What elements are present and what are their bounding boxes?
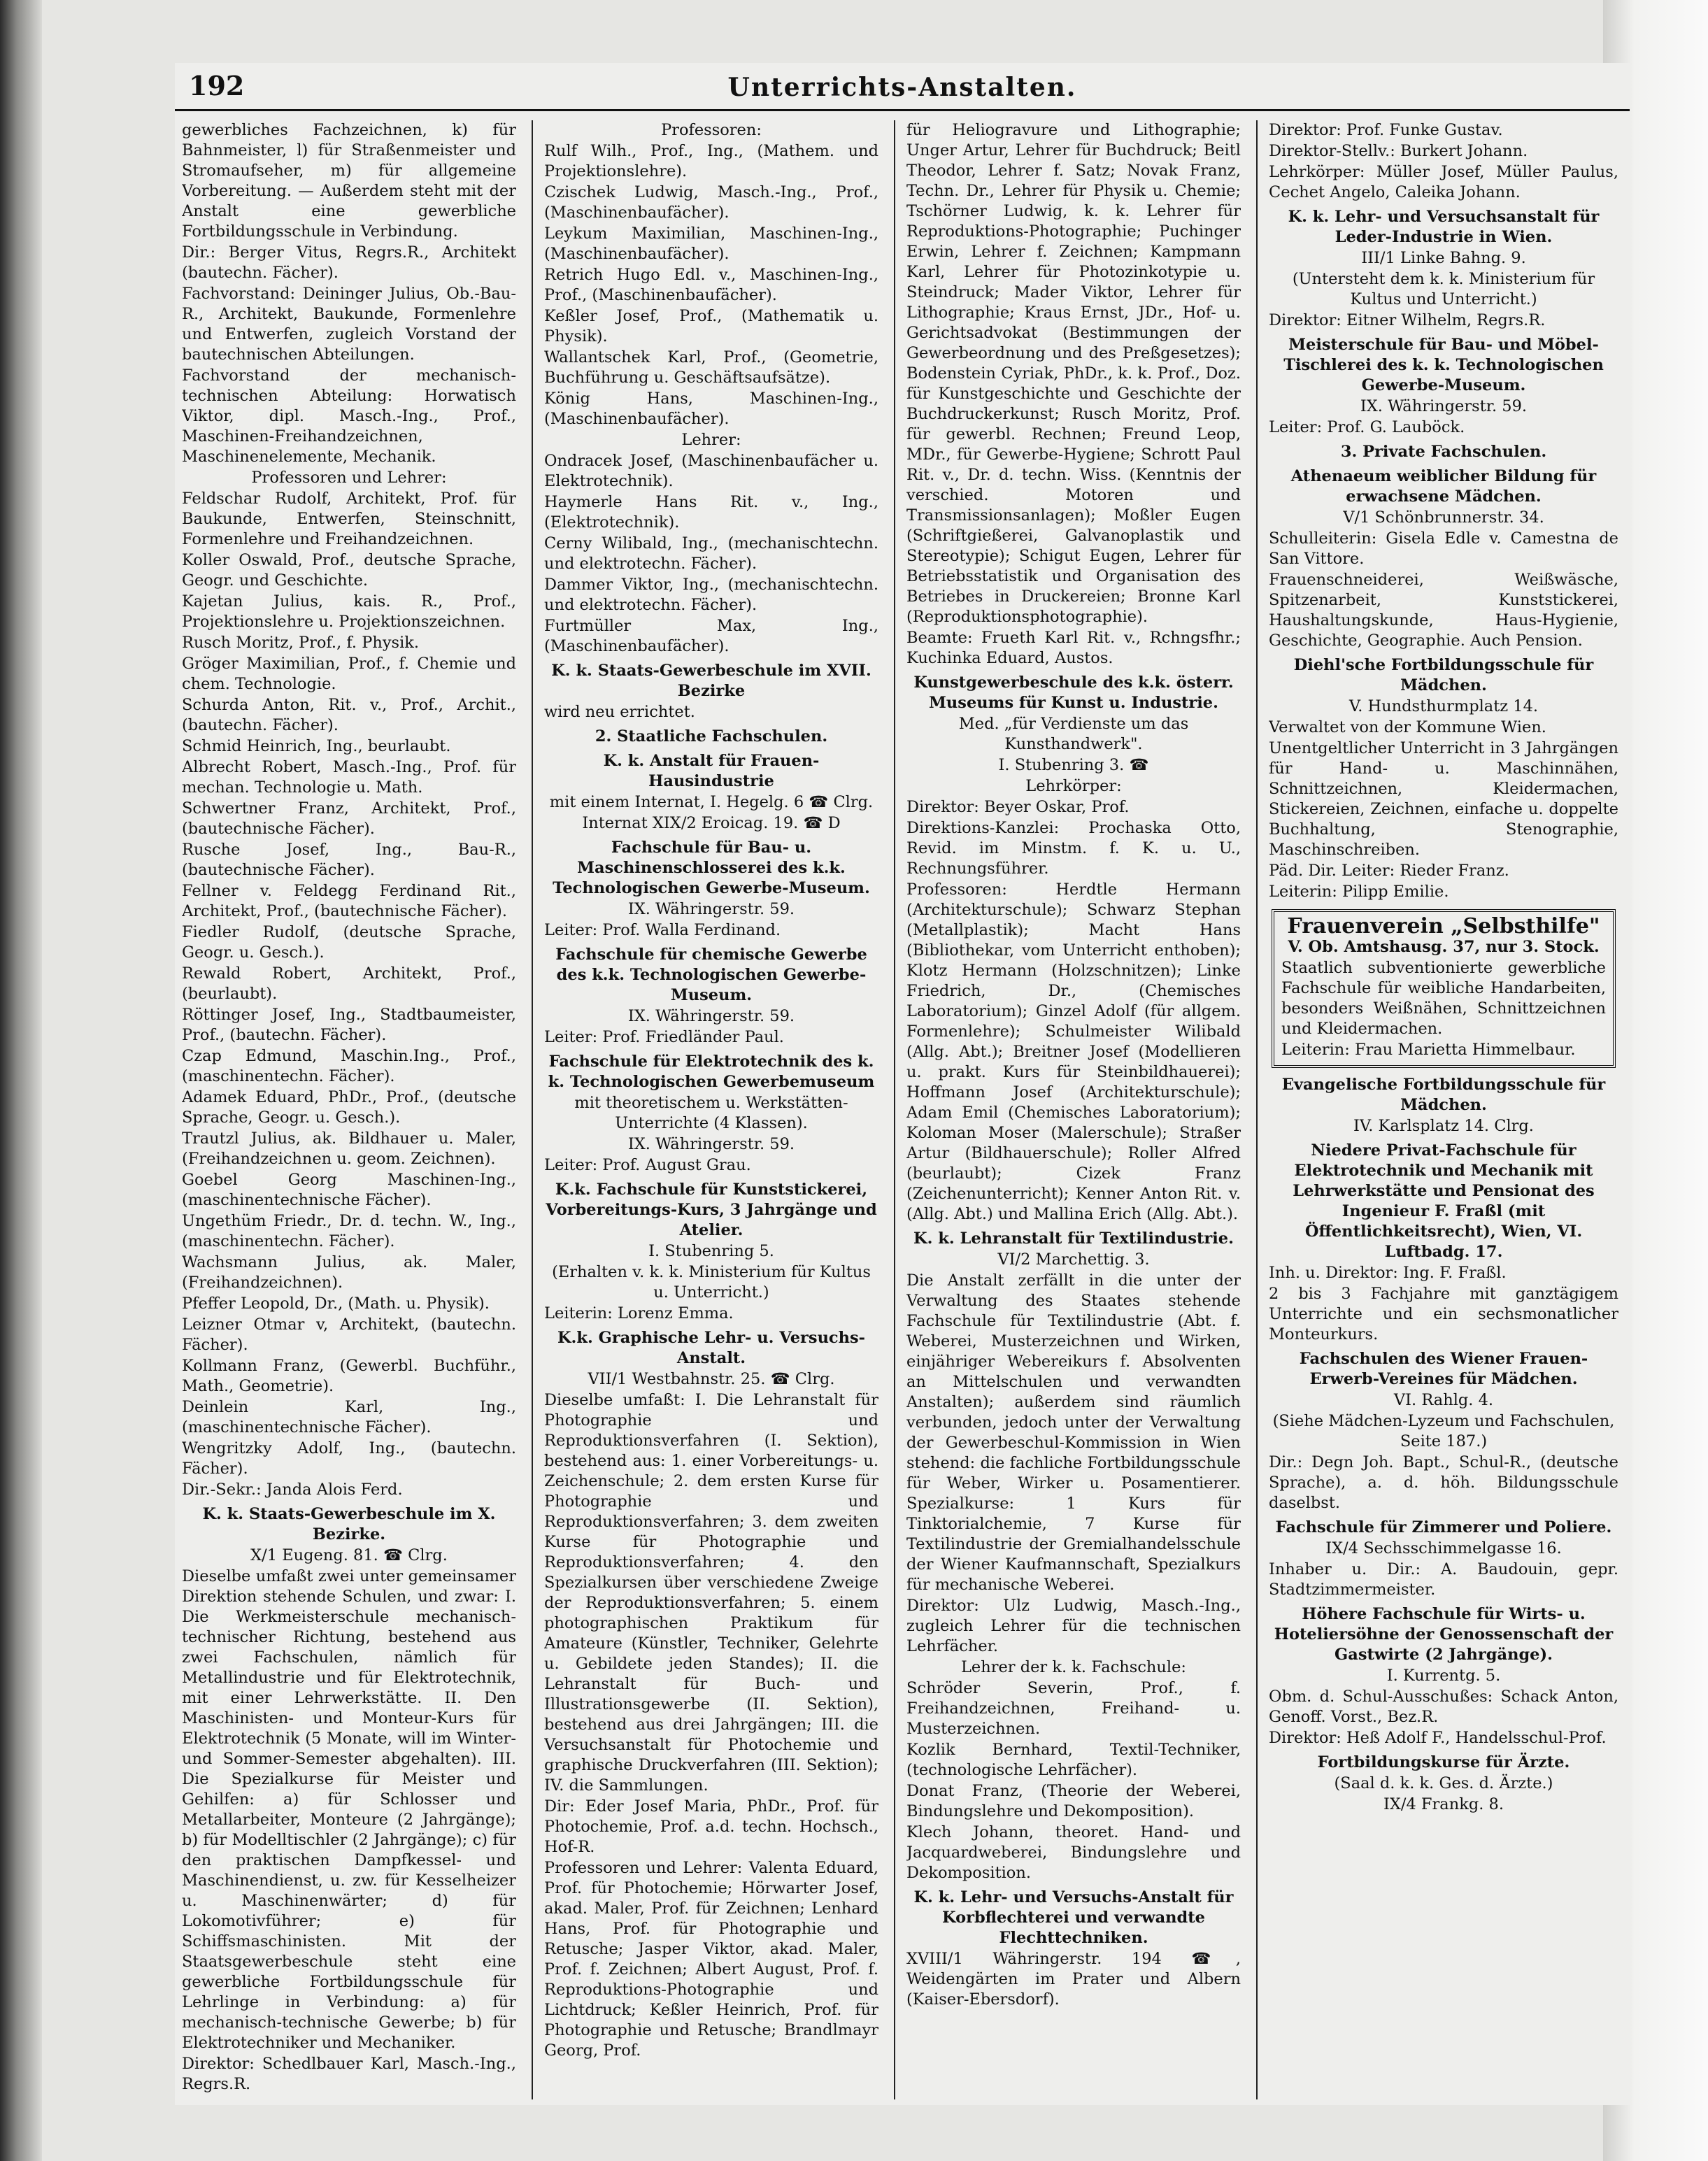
entry-paragraph: I. Stubenring 5.: [648, 1242, 774, 1260]
entry-paragraph: mit theoretischem u. Werkstätten-Unterrichte (4 Klassen).: [574, 1094, 848, 1132]
ad-address: V. Ob. Amtshausg. 37, nur 3. Stock.: [1288, 938, 1600, 956]
entry-paragraph: Dir.: Degn Joh. Bapt., Schul-R., (deutsche Sprache), a. d. höh. Bildungsschule daselbst.: [1269, 1453, 1618, 1512]
page-number: 192: [189, 70, 245, 101]
entry-paragraph: Röttinger Josef, Ing., Stadtbaumeister, Prof., (bautechn. Fächer).: [182, 1006, 516, 1044]
entry-paragraph: Leiter: Prof. August Grau.: [544, 1156, 751, 1174]
ad-title: Frauenverein „Selbsthilfe": [1287, 914, 1600, 939]
entry-paragraph: König Hans, Maschinen-Ing., (Maschinenbaufächer).: [544, 390, 878, 428]
entry-paragraph: Direktor: Prof. Funke Gustav.: [1269, 121, 1503, 139]
entry-paragraph: VI. Rahlg. 4.: [1393, 1391, 1494, 1409]
ad-footer: Leiterin: Frau Marietta Himmelbaur.: [1281, 1041, 1576, 1059]
entry-paragraph: Fiedler Rudolf, (deutsche Sprache, Geogr. u. Gesch.).: [182, 923, 516, 962]
entry-paragraph: Schurda Anton, Rit. v., Prof., Archit., (bautechn. Fächer).: [182, 696, 516, 734]
entry-paragraph: Trautzl Julius, ak. Bildhauer u. Maler, (Freihandzeichnen u. geom. Zeichnen).: [182, 1129, 516, 1168]
section-heading: Fachschule für Elektrotechnik des k. k. Technologischen Gewerbemuseum: [548, 1053, 875, 1091]
entry-paragraph: Leiter: Prof. Friedländer Paul.: [544, 1028, 784, 1046]
entry-paragraph: Unentgeltlicher Unterricht in 3 Jahrgängen für Hand- u. Maschinnähen, Schnittzeichnen, Kleidermachen, Stickereien, Zeichnen, einfache u. doppelte Buchhaltung, Stenographie, Maschinschreiben.: [1269, 739, 1618, 859]
entry-paragraph: Dir: Eder Josef Maria, PhDr., Prof. für Photochemie, Prof. a.d. techn. Hochsch., Hof-R.: [544, 1797, 878, 1856]
entry-paragraph: IX. Währingerstr. 59.: [627, 1007, 795, 1025]
entry-paragraph: Direktor: Eitner Wilhelm, Regrs.R.: [1269, 311, 1546, 329]
entry-paragraph: XVIII/1 Währingerstr. 194 ☎, Weidengärten im Prater und Albern (Kaiser-Ebersdorf).: [906, 1950, 1241, 2009]
entry-paragraph: Fellner v. Feldegg Ferdinand Rit., Architekt, Prof., (bautechnische Fächer).: [182, 882, 516, 920]
entry-paragraph: Wachsmann Julius, ak. Maler, (Freihandzeichnen).: [182, 1253, 516, 1292]
entry-paragraph: Frauenschneiderei, Weißwäsche, Spitzenarbeit, Kunststickerei, Haushaltungskunde, Haus-Hygienie, Geschichte, Geographie. Auch Pension.: [1269, 571, 1618, 650]
entry-paragraph: Wengritzky Adolf, Ing., (bautechn. Fächer).: [182, 1439, 516, 1478]
section-heading: K.k. Fachschule für Kunststickerei, Vorbereitungs-Kurs, 3 Jahrgänge und Atelier.: [546, 1181, 877, 1239]
entry-paragraph: Klech Johann, theoret. Hand- und Jacquardweberei, Bindungslehre und Dekomposition.: [906, 1823, 1241, 1882]
entry-paragraph: Lehrkörper:: [1025, 777, 1122, 795]
entry-paragraph: Verwaltet von der Kommune Wien.: [1269, 718, 1546, 736]
entry-paragraph: Beamte: Frueth Karl Rit. v., Rchngsfhr.; Kuchinka Eduard, Austos.: [906, 629, 1241, 667]
entry-paragraph: IX. Währingerstr. 59.: [1360, 397, 1528, 415]
entry-paragraph: wird neu errichtet.: [544, 703, 695, 721]
entry-paragraph: Schwertner Franz, Architekt, Prof., (bautechnische Fächer).: [182, 799, 516, 838]
entry-paragraph: IX/4 Sechsschimmelgasse 16.: [1325, 1539, 1562, 1557]
entry-paragraph: Fachvorstand der mechanisch-technischen Abteilung: Horwatisch Viktor, dipl. Masch.-Ing., Prof., Maschinen-Freihandzeichnen, Maschinenelemente, Mechanik.: [182, 366, 516, 466]
section-heading: Niedere Privat-Fachschule für Elektrotechnik und Mechanik mit Lehrwerkstätte und Pensionat des Ingenieur F. Fraßl (mit Öffentlichkeitsrecht), Wien, VI. Luftbadg. 17.: [1293, 1141, 1595, 1261]
entry-paragraph: Obm. d. Schul-Ausschußes: Schack Anton, Genoff. Vorst., Bez.R.: [1269, 1688, 1618, 1726]
entry-paragraph: Professoren und Lehrer:: [251, 469, 447, 487]
entry-paragraph: Direktor: Heß Adolf F., Handelsschul-Prof.: [1269, 1729, 1607, 1747]
entry-paragraph: Retrich Hugo Edl. v., Maschinen-Ing., Prof., (Maschinenbaufächer).: [544, 266, 878, 304]
text-column-1: [182, 120, 516, 2106]
section-heading: K. k. Lehr- und Versuchs-Anstalt für Korbflechterei und verwandte Flechttechniken.: [913, 1888, 1234, 1947]
entry-paragraph: Direktor-Stellv.: Burkert Johann.: [1269, 142, 1528, 160]
section-heading: Fachschule für chemische Gewerbe des k.k. Technologischen Gewerbe-Museum.: [555, 946, 867, 1004]
entry-paragraph: Direktions-Kanzlei: Prochaska Otto, Revid. im Minstm. f. K. u. U., Rechnungsführer.: [906, 819, 1241, 878]
section-heading: Diehl'sche Fortbildungsschule für Mädchen.: [1293, 656, 1594, 694]
entry-paragraph: Lehrer der k. k. Fachschule:: [960, 1658, 1187, 1676]
entry-paragraph: Direktor: Beyer Oskar, Prof.: [906, 798, 1130, 816]
section-heading: 3. Private Fachschulen.: [1340, 443, 1547, 461]
entry-paragraph: Feldschar Rudolf, Architekt, Prof. für Baukunde, Entwerfen, Steinschnitt, Formenlehre und Freihandzeichnen.: [182, 490, 516, 548]
entry-paragraph: Inhaber u. Dir.: A. Baudouin, gepr. Stadtzimmermeister.: [1269, 1560, 1618, 1599]
entry-paragraph: Rusch Moritz, Prof., f. Physik.: [182, 634, 420, 652]
section-heading: Meisterschule für Bau- und Möbel-Tischlerei des k. k. Technologischen Gewerbe-Museum.: [1283, 336, 1604, 394]
entry-paragraph: Leizner Otmar v, Architekt, (bautechn. Fächer).: [182, 1315, 516, 1354]
entry-paragraph: I. Stubenring 3. ☎: [998, 756, 1149, 774]
section-heading: K. k. Staats-Gewerbeschule im XVII. Bezirke: [551, 662, 871, 700]
section-heading: Kunstgewerbeschule des k.k. österr. Museums für Kunst u. Industrie.: [913, 673, 1234, 712]
section-heading: K. k. Anstalt für Frauen-Hausindustrie: [603, 752, 820, 790]
entry-paragraph: Leykum Maximilian, Maschinen-Ing., (Maschinenbaufächer).: [544, 224, 878, 263]
entry-paragraph: Kajetan Julius, kais. R., Prof., Projektionslehre u. Projektionszeichnen.: [182, 592, 516, 631]
entry-paragraph: V. Hundsthurmplatz 14.: [1348, 697, 1539, 715]
section-heading: Fachschule für Zimmerer und Poliere.: [1275, 1518, 1612, 1536]
entry-paragraph: Professoren: Herdtle Hermann (Architekturschule); Schwarz Stephan (Metallplastik); Macht Hans (Bibliothekar, vom Unterricht enthoben); Klotz Hermann (Holzschnitzen); Linke Friedrich, Dr., (Chemisches Laboratorium); Ginzel Adolf (für allgem. Formenlehre); Schulmeister Wilibald (Allg. Abt.); Breitner Josef (Modellieren u. prakt. Kurs für Steinbildhauerei); Hoffmann Josef (Architekturschule); Adam Emil (Chemisches Laboratorium); Koloman Moser (Malerschule); Straßer Artur (Bildhauerschule); Roller Alfred (beurlaubt); Cizek Franz (Zeichenunterricht); Kenner Anton Rit. v. (Allg. Abt.) und Mallina Erich (Allg. Abt.).: [906, 880, 1241, 1223]
advertisement-box: [1272, 909, 1616, 1068]
text-column-4: [1269, 120, 1618, 2106]
entry-paragraph: Direktor: Schedlbauer Karl, Masch.-Ing., Regrs.R.: [182, 2055, 516, 2093]
entry-paragraph: Internat XIX/2 Eroicag. 19. ☎ D: [582, 814, 841, 832]
entry-paragraph: VII/1 Westbahnstr. 25. ☎ Clrg.: [588, 1370, 835, 1388]
text-column-2: [544, 120, 878, 2106]
column-divider: [1256, 120, 1258, 2099]
entry-paragraph: Gröger Maximilian, Prof., f. Chemie und chem. Technologie.: [182, 655, 516, 693]
entry-paragraph: IX. Währingerstr. 59.: [627, 900, 795, 918]
entry-paragraph: Fachvorstand: Deininger Julius, Ob.-Bau-R., Architekt, Baukunde, Formenlehre und Entwerfen, zugleich Vorstand der bautechnischen Abteilungen.: [182, 285, 516, 364]
entry-paragraph: Professoren und Lehrer: Valenta Eduard, Prof. für Photochemie; Hörwarter Josef, akad. Maler, Prof. für Zeichnen; Lenhard Hans, Prof. für Photographie und Retusche; Jasper Viktor, akad. Maler, Prof. f. Zeichnen; Albert August, Prof. f. Reproduktions-Photographie und Lichtdruck; Keßler Heinrich, Prof. für Photographie und Retusche; Brandlmayr Georg, Prof.: [544, 1859, 878, 2060]
entry-paragraph: Schulleiterin: Gisela Edle v. Camestna de San Vittore.: [1269, 529, 1618, 568]
entry-paragraph: VI/2 Marchettig. 3.: [997, 1250, 1150, 1269]
text-column-3: [906, 120, 1241, 2106]
entry-paragraph: Albrecht Robert, Masch.-Ing., Prof. für mechan. Technologie u. Math.: [182, 758, 516, 797]
entry-paragraph: Kozlik Bernhard, Textil-Techniker, (technologische Lehrfächer).: [906, 1741, 1241, 1779]
entry-paragraph: Professoren:: [661, 121, 762, 139]
entry-paragraph: Direktor: Ulz Ludwig, Masch.-Ing., zugleich Lehrer für die technischen Lehrfächer.: [906, 1597, 1241, 1655]
column-divider: [894, 120, 895, 2099]
entry-paragraph: I. Kurrentg. 5.: [1386, 1667, 1501, 1685]
entry-paragraph: Ondracek Josef, (Maschinenbaufächer u. Elektrotechnik).: [544, 452, 878, 490]
entry-paragraph: Dir.: Berger Vitus, Regrs.R., Architekt (bautechn. Fächer).: [182, 243, 516, 282]
entry-paragraph: Dir.-Sekr.: Janda Alois Ferd.: [182, 1481, 403, 1499]
entry-paragraph: Donat Franz, (Theorie der Weberei, Bindungslehre und Dekomposition).: [906, 1782, 1241, 1820]
section-heading: Athenaeum weiblicher Bildung für erwachsene Mädchen.: [1290, 467, 1597, 506]
scan-left-edge: [0, 0, 42, 2161]
entry-paragraph: Cerny Wilibald, Ing., (mechanischtechn. und elektrotechn. Fächer).: [544, 534, 878, 573]
entry-paragraph: Dieselbe umfaßt: I. Die Lehranstalt für Photographie und Reproduktionsverfahren (I. Sektion), bestehend aus: 1. einer Vorbereitungs- u. Zeichenschule; 2. dem ersten Kurse für Photographie und Reproduktionsverfahren; 3. dem zweiten Kurse für Photographie und Reproduktionsverfahren; 4. den Spezialkursen über verschiedene Zweige der Reproduktionsverfahren; 5. einem photographischen Praktikum für Amateure (Künstler, Techniker, Gelehrte u. Gebildete jeden Standes); II. die Lehranstalt für Buch- und Illustrationsgewerbe (II. Sektion), bestehend aus drei Jahrgängen; III. die Versuchsanstalt für Photochemie und graphische Druckverfahren (III. Sektion); IV. die Sammlungen.: [544, 1391, 878, 1795]
entry-paragraph: Wallantschek Karl, Prof., (Geometrie, Buchführung u. Geschäftsaufsätze).: [544, 348, 878, 387]
entry-paragraph: Kollmann Franz, (Gewerbl. Buchführ., Math., Geometrie).: [182, 1357, 516, 1395]
entry-paragraph: Die Anstalt zerfällt in die unter der Verwaltung des Staates stehende Fachschule für Textilindustrie (Abt. f. Weberei, Musterzeichnen und Wirken, einjähriger Webereikurs f. Absolventen an Mittelschulen und verwandten Anstalten); außerdem sind räumlich verbunden, jedoch unter der Verwaltung der Gewerbeschul-Kommission in Wien stehend: die fachliche Fortbildungsschule für Weber, Wirker u. Posamentierer. Spezialkurse: 1 Kurs für Tinktorialchemie, 7 Kurse für Textilindustrie der Gremialhandelsschule der Wiener Kaufmannschaft, Spezialkurs für mechanische Weberei.: [906, 1271, 1241, 1594]
entry-paragraph: Koller Oswald, Prof., deutsche Sprache, Geogr. und Geschichte.: [182, 551, 516, 590]
entry-paragraph: Schröder Severin, Prof., f. Freihandzeichnen, Freihand- u. Musterzeichnen.: [906, 1679, 1241, 1738]
entry-paragraph: Deinlein Karl, Ing., (maschinentechnische Fächer).: [182, 1398, 516, 1436]
entry-paragraph: Lehrkörper: Müller Josef, Müller Paulus, Cechet Angelo, Caleika Johann.: [1269, 163, 1618, 201]
section-heading: 2. Staatliche Fachschulen.: [595, 727, 828, 746]
entry-paragraph: Dammer Viktor, Ing., (mechanischtechn. und elektrotechn. Fächer).: [544, 576, 878, 614]
entry-paragraph: III/1 Linke Bahng. 9.: [1361, 249, 1526, 267]
entry-paragraph: X/1 Eugeng. 81. ☎ Clrg.: [250, 1546, 448, 1564]
header-rule: [175, 109, 1630, 111]
entry-paragraph: Inh. u. Direktor: Ing. F. Fraßl.: [1269, 1264, 1507, 1282]
entry-paragraph: Goebel Georg Maschinen-Ing., (maschinentechnische Fächer).: [182, 1171, 516, 1209]
entry-paragraph: 2 bis 3 Fachjahre mit ganztägigem Unterrichte und ein sechsmonatlicher Monteurkurs.: [1269, 1285, 1618, 1343]
entry-paragraph: Czischek Ludwig, Masch.-Ing., Prof., (Maschinenbaufächer).: [544, 183, 878, 222]
entry-paragraph: IX. Währingerstr. 59.: [627, 1135, 795, 1153]
section-heading: Fachschulen des Wiener Frauen-Erwerb-Vereines für Mädchen.: [1299, 1350, 1588, 1388]
entry-paragraph: mit einem Internat, I. Hegelg. 6 ☎ Clrg.: [549, 793, 874, 811]
entry-paragraph: Ungethüm Friedr., Dr. d. techn. W., Ing., (maschinentechn. Fächer).: [182, 1212, 516, 1250]
entry-paragraph: Leiter: Prof. G. Lauböck.: [1269, 418, 1465, 436]
entry-paragraph: Leiter: Prof. Walla Ferdinand.: [544, 921, 781, 939]
entry-paragraph: IV. Karlsplatz 14. Clrg.: [1353, 1117, 1534, 1135]
section-heading: Evangelische Fortbildungsschule für Mädchen.: [1281, 1076, 1606, 1114]
entry-paragraph: Rewald Robert, Architekt, Prof., (beurlaubt).: [182, 964, 516, 1003]
entry-paragraph: Pfeffer Leopold, Dr., (Math. u. Physik).: [182, 1295, 490, 1313]
entry-paragraph: gewerbliches Fachzeichnen, k) für Bahnmeister, l) für Straßenmeister und Stromaufseher, m) für allgemeine Vorbereitung. — Außerdem steht mit der Anstalt eine gewerbliche Fortbildungsschule in Verbindung.: [182, 121, 516, 241]
entry-paragraph: IX/4 Frankg. 8.: [1383, 1795, 1504, 1813]
entry-paragraph: Keßler Josef, Prof., (Mathematik u. Physik).: [544, 307, 878, 345]
entry-paragraph: (Erhalten v. k. k. Ministerium für Kultus u. Unterricht.): [552, 1263, 871, 1301]
entry-paragraph: Lehrer:: [681, 431, 741, 449]
entry-paragraph: V/1 Schönbrunnerstr. 34.: [1343, 508, 1544, 527]
section-heading: K.k. Graphische Lehr- u. Versuchs-Anstalt.: [557, 1329, 865, 1367]
entry-paragraph: Päd. Dir. Leiter: Rieder Franz.: [1269, 862, 1509, 880]
entry-paragraph: Rulf Wilh., Prof., Ing., (Mathem. und Projektionslehre).: [544, 142, 878, 180]
entry-paragraph: Adamek Eduard, PhDr., Prof., (deutsche Sprache, Geogr. u. Gesch.).: [182, 1088, 516, 1127]
entry-paragraph: Furtmüller Max, Ing., (Maschinenbaufächer).: [544, 617, 878, 655]
document-page: [175, 63, 1630, 2105]
entry-paragraph: Haymerle Hans Rit. v., Ing., (Elektrotechnik).: [544, 493, 878, 532]
entry-paragraph: Leiterin: Pilipp Emilie.: [1269, 883, 1449, 901]
entry-paragraph: Schmid Heinrich, Ing., beurlaubt.: [182, 737, 451, 755]
entry-paragraph: Dieselbe umfaßt zwei unter gemeinsamer Direktion stehende Schulen, und zwar: I. Die Werkmeisterschule mechanisch-technischer Richtung, bestehend aus zwei Fachschulen, nämlich für Metallindustrie und für Elektrotechnik, mit einer Lehrwerkstätte. II. Den Maschinisten- und Monteur-Kurs für Elektrotechnik (5 Monate, will im Winter- und Sommer-Semester abgehalten). III. Die Spezialkurse für Meister und Gehilfen: a) für Schlosser und Metallarbeiter, Monteure (2 Jahrgänge); b) für Modelltischler (2 Jahrgänge); c) für den praktischen Dampfkessel- und Maschinendienst, u. zw. für Kesselheizer u. Maschinenwärter; d) für Lokomotivführer; e) für Schiffsmaschinisten. Mit der Staatsgewerbeschule steht eine gewerbliche Fortbildungsschule für Lehrlinge in Verbindung: a) für mechanisch-technische Gewerbe; b) für Elektrotechniker und Mechaniker.: [182, 1567, 516, 2052]
column-divider: [532, 120, 533, 2099]
section-heading: K. k. Lehranstalt für Textilindustrie.: [913, 1229, 1234, 1248]
entry-paragraph: Czap Edmund, Maschin.Ing., Prof., (maschinentechn. Fächer).: [182, 1047, 516, 1085]
entry-paragraph: Med. „für Verdienste um das Kunsthandwerk".: [958, 715, 1189, 753]
ad-body: Staatlich subventionierte gewerbliche Fachschule für weibliche Handarbeiten, besonders Weißnähen, Schnittzeichnen und Kleidermachen.: [1281, 959, 1606, 1038]
section-heading: Fortbildungskurse für Ärzte.: [1317, 1753, 1570, 1771]
running-head: Unterrichts-Anstalten.: [727, 73, 1077, 102]
entry-paragraph: (Untersteht dem k. k. Ministerium für Kultus und Unterricht.): [1292, 270, 1595, 308]
entry-paragraph: Leiterin: Lorenz Emma.: [544, 1304, 734, 1322]
section-heading: Höhere Fachschule für Wirts- u. Hoteliersöhne der Genossenschaft der Gastwirte (2 Jahrgänge).: [1274, 1605, 1614, 1664]
entry-paragraph: (Saal d. k. k. Ges. d. Ärzte.): [1334, 1774, 1553, 1792]
section-heading: K. k. Staats-Gewerbeschule im X. Bezirke.: [202, 1505, 496, 1543]
entry-paragraph: (Siehe Mädchen-Lyzeum und Fachschulen, Seite 187.): [1272, 1412, 1615, 1450]
entry-paragraph: für Heliogravure und Lithographie; Unger Artur, Lehrer für Buchdruck; Beitl Theodor, Lehrer f. Satz; Novak Franz, Techn. Dr., Lehrer für Physik u. Chemie; Tschörner Ludwig, k. k. Lehrer für Reproduktions-Photographie; Puchinger Erwin, Lehrer f. Zeichnen; Kampmann Karl, Lehrer für Photozinkotypie u. Steindruck; Mader Viktor, Lehrer für Lithographie; Kraus Ernst, JDr., Hof- u. Gerichtsadvokat (Bestimmungen der Gewerbeordnung und des Preßgesetzes); Bodenstein Cyriak, PhDr., k. k. Prof., Doz. für Kunstgeschichte und Geschichte der Buchdruckerkunst; Rusch Moritz, Prof. für gewerbl. Rechnen; Freund Leop, MDr., für Gewerbe-Hygiene; Schrott Paul Rit. v., Dr. d. techn. Wiss. (Kenntnis der verschied. Motoren und Transmissionsanlagen); Moßler Eugen (Schriftgießerei, Galvanoplastik und Stereotypie); Schigut Eugen, Lehrer für Betriebsstatistik und Organisation des Betriebes in Druckereien; Bronne Karl (Reproduktionsphotographie).: [906, 121, 1241, 626]
entry-paragraph: Rusche Josef, Ing., Bau-R., (bautechnische Fächer).: [182, 841, 516, 879]
section-heading: Fachschule für Bau- u. Maschinenschlosserei des k.k. Technologischen Gewerbe-Museum.: [553, 839, 870, 897]
section-heading: K. k. Lehr- und Versuchsanstalt für Leder-Industrie in Wien.: [1288, 208, 1600, 246]
